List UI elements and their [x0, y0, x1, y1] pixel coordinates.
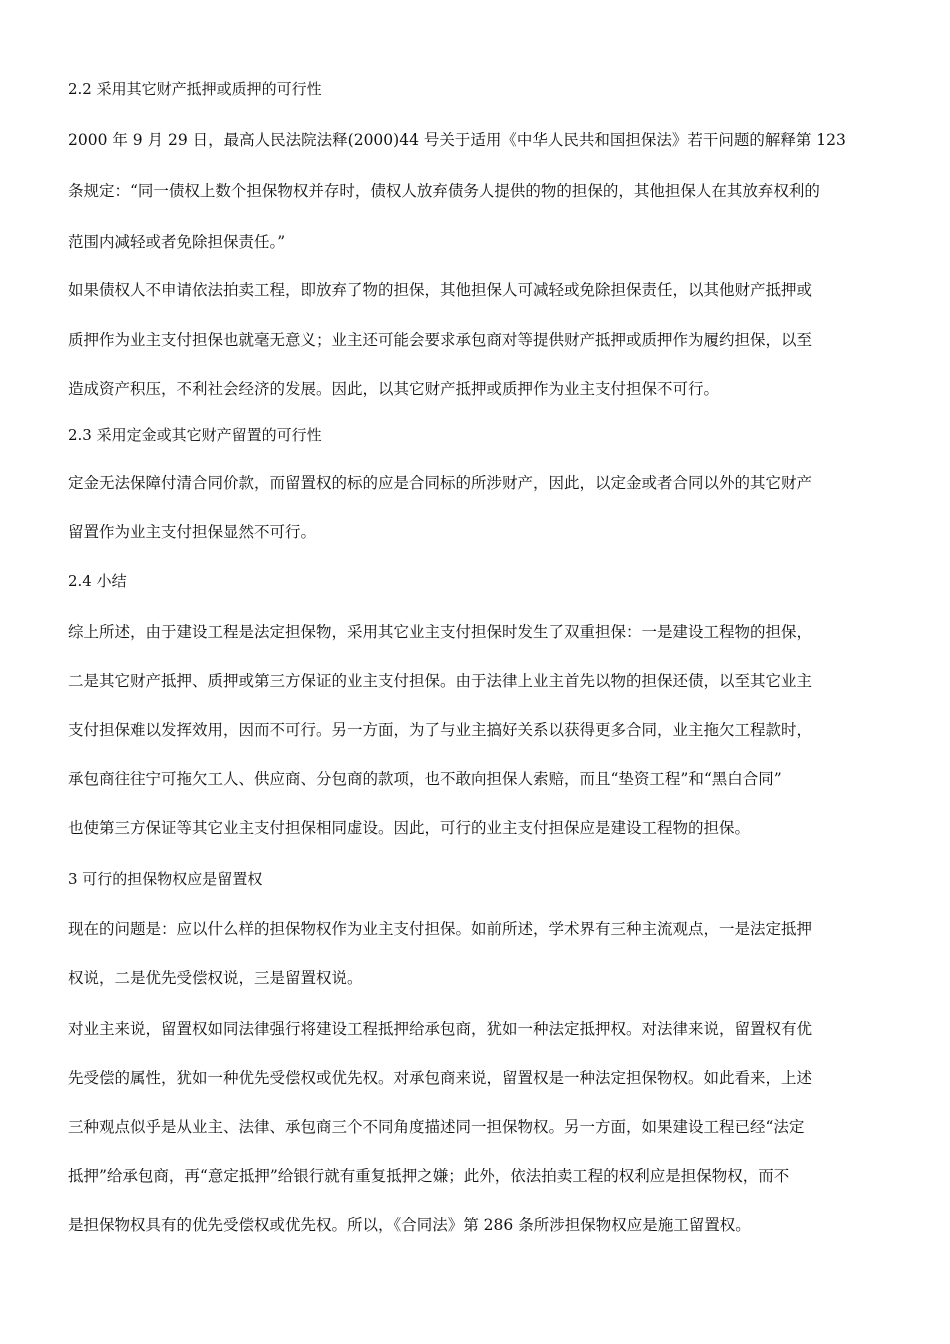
paragraph-line: 也使第三方保证等其它业主支付担保相同虚设。因此，可行的业主支付担保应是建设工程物的担保。 — [68, 819, 751, 837]
paragraph-line: 质押作为业主支付担保也就毫无意义；业主还可能会要求承包商对等提供财产抵押或质押作为履约担保，以至 — [68, 331, 813, 349]
section-heading-2-4: 2.4 小结 — [68, 572, 127, 590]
paragraph-line: 综上所述，由于建设工程是法定担保物，采用其它业主支付担保时发生了双重担保：一是建设工程物的担保， — [68, 623, 813, 641]
paragraph-line: 对业主来说，留置权如同法律强行将建设工程抵押给承包商，犹如一种法定抵押权。对法律来说，留置权有优 — [68, 1020, 813, 1038]
paragraph-line: 条规定：“同一债权上数个担保物权并存时，债权人放弃债务人提供的物的担保的，其他担保人在其放弃权利的 — [68, 182, 820, 200]
section-heading-2-2: 2.2 采用其它财产抵押或质押的可行性 — [68, 80, 322, 98]
section-heading-2-3: 2.3 采用定金或其它财产留置的可行性 — [68, 426, 322, 444]
paragraph-line: 现在的问题是：应以什么样的担保物权作为业主支付担保。如前所述，学术界有三种主流观点，一是法定抵押 — [68, 920, 813, 938]
paragraph-line: 权说，二是优先受偿权说，三是留置权说。 — [68, 969, 363, 987]
paragraph-line: 先受偿的属性，犹如一种优先受偿权或优先权。对承包商来说，留置权是一种法定担保物权。如此看来，上述 — [68, 1069, 813, 1087]
paragraph-line: 抵押”给承包商，再“意定抵押”给银行就有重复抵押之嫌；此外，依法拍卖工程的权利应是担保物权，而不 — [68, 1167, 790, 1185]
paragraph-line: 三种观点似乎是从业主、法律、承包商三个不同角度描述同一担保物权。另一方面，如果建设工程已经“法定 — [68, 1118, 805, 1136]
paragraph-line: 留置作为业主支付担保显然不可行。 — [68, 523, 317, 541]
paragraph-line: 是担保物权具有的优先受偿权或优先权。所以，《合同法》第 286 条所涉担保物权应是施工留置权。 — [68, 1216, 751, 1234]
paragraph-line: 二是其它财产抵押、质押或第三方保证的业主支付担保。由于法律上业主首先以物的担保还债，以至其它业主 — [68, 672, 813, 690]
paragraph-line: 范围内减轻或者免除担保责任。” — [68, 233, 286, 251]
paragraph-line: 如果债权人不申请依法拍卖工程，即放弃了物的担保，其他担保人可减轻或免除担保责任，以其他财产抵押或 — [68, 281, 813, 299]
paragraph-line: 2000 年 9 月 29 日，最高人民法院法释(2000)44 号关于适用《中华人民共和国担保法》若干问题的解释第 123 — [68, 131, 846, 149]
paragraph-line: 支付担保难以发挥效用，因而不可行。另一方面，为了与业主搞好关系以获得更多合同，业主拖欠工程款时， — [68, 721, 813, 739]
paragraph-line: 造成资产积压，不利社会经济的发展。因此，以其它财产抵押或质押作为业主支付担保不可行。 — [68, 380, 720, 398]
paragraph-line: 定金无法保障付清合同价款，而留置权的标的应是合同标的所涉财产，因此，以定金或者合同以外的其它财产 — [68, 474, 813, 492]
paragraph-line: 承包商往往宁可拖欠工人、供应商、分包商的款项，也不敢向担保人索赔，而且“垫资工程”和“黑白合同” — [68, 770, 782, 788]
section-heading-3: 3 可行的担保物权应是留置权 — [68, 870, 263, 888]
